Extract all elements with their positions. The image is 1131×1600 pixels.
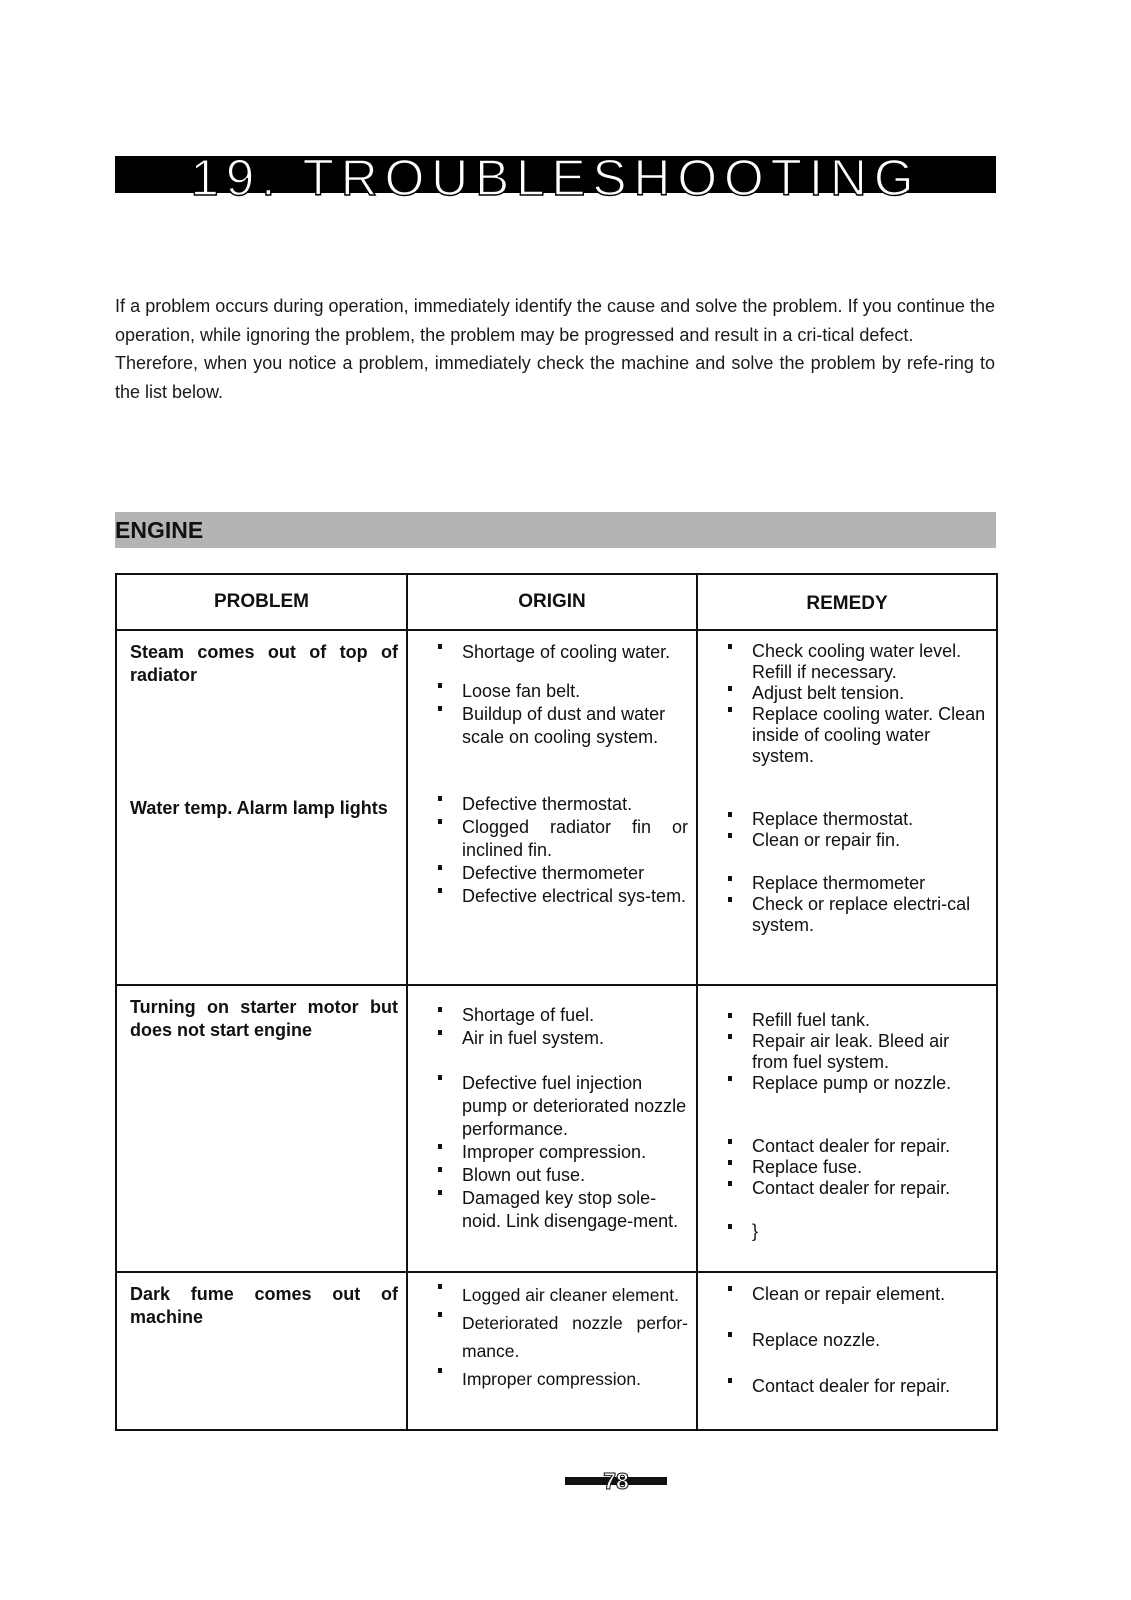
origin-cell	[407, 630, 697, 985]
list-item: Replace fuse.	[720, 1157, 988, 1178]
list-item: Replace nozzle.	[720, 1329, 988, 1352]
table-row	[116, 985, 997, 1272]
origin-cell	[407, 1272, 697, 1430]
list-item: Contact dealer for repair.	[720, 1136, 988, 1157]
origin-list	[408, 986, 696, 1233]
page-number-text: 78	[603, 1468, 629, 1494]
list-item: Defective thermostat.	[430, 793, 688, 816]
table-row	[116, 630, 997, 985]
list-item: Replace cooling water. Clean inside of cooling water system.	[720, 704, 988, 767]
intro-paragraph-2: Therefore, when you notice a problem, immediately check the machine and solve the problem by refe-ring to the list below.	[115, 353, 995, 402]
remedy-cell	[697, 985, 997, 1272]
list-item: Replace thermostat.	[720, 809, 988, 830]
intro-text	[115, 292, 995, 406]
header-origin: ORIGIN	[407, 574, 697, 630]
problem-text: Steam comes out of top of radiator	[130, 642, 398, 685]
list-item: Contact dealer for repair.	[720, 1178, 988, 1199]
list-item: Defective electrical sys-tem.	[430, 885, 688, 908]
list-item: Replace pump or nozzle.	[720, 1073, 988, 1094]
origin-list	[408, 631, 696, 908]
list-item: Clean or repair element.	[720, 1283, 988, 1306]
list-item: Improper compression.	[430, 1365, 688, 1393]
section-heading: ENGINE	[115, 517, 204, 543]
problem-text: Dark fume comes out of machine	[130, 1283, 398, 1327]
page-title: 19. TROUBLESHOOTING	[190, 149, 921, 206]
list-item: Clogged radiator fin or inclined fin.	[430, 816, 688, 862]
list-item: Air in fuel system.	[430, 1027, 688, 1050]
list-item: Shortage of fuel.	[430, 1004, 688, 1027]
list-item: Refill fuel tank.	[720, 1010, 988, 1031]
problem-cell	[116, 1272, 407, 1430]
problem-cell	[116, 985, 407, 1272]
list-item: Buildup of dust and water scale on cooling system.	[430, 703, 688, 749]
list-item: Improper compression.	[430, 1141, 688, 1164]
remedy-cell	[697, 630, 997, 985]
list-item: Check or replace electri-cal system.	[720, 894, 988, 936]
table-row	[116, 1272, 997, 1430]
remedy-list	[698, 1273, 996, 1398]
troubleshooting-table	[115, 573, 998, 1431]
remedy-list	[698, 631, 996, 936]
list-item: Logged air cleaner element.	[430, 1281, 688, 1309]
origin-list	[408, 1273, 696, 1393]
list-item: Defective fuel injection pump or deteriorated nozzle performance.	[430, 1072, 688, 1141]
problem-text: Water temp. Alarm lamp lights	[130, 798, 388, 818]
origin-cell	[407, 985, 697, 1272]
remedy-list	[698, 986, 996, 1242]
page-number	[565, 1468, 667, 1494]
list-item: Deteriorated nozzle perfor-mance.	[430, 1309, 688, 1365]
header-remedy: REMEDY	[697, 574, 997, 630]
remedy-cell	[697, 1272, 997, 1430]
list-item: Defective thermometer	[430, 862, 688, 885]
list-item: Repair air leak. Bleed air from fuel system.	[720, 1031, 988, 1073]
list-item: Clean or repair fin.	[720, 830, 988, 851]
section-bar	[115, 512, 996, 548]
list-item: Shortage of cooling water.	[430, 641, 688, 664]
list-item: Contact dealer for repair.	[720, 1375, 988, 1398]
intro-paragraph-1: If a problem occurs during operation, immediately identify the cause and solve the problem. If you continue the operation, while ignoring the problem, the problem may be progressed and result in a cri-tical defect.	[115, 296, 995, 345]
problem-cell	[116, 630, 407, 985]
list-item: Replace thermometer	[720, 873, 988, 894]
list-item: Check cooling water level. Refill if necessary.	[720, 641, 988, 683]
table-header-row	[116, 574, 997, 630]
list-item: Loose fan belt.	[430, 680, 688, 703]
list-item: Adjust belt tension.	[720, 683, 988, 704]
header-problem: PROBLEM	[116, 574, 407, 630]
list-item: Damaged key stop sole-noid. Link disengage-ment.	[430, 1187, 688, 1233]
problem-text: Turning on starter motor but does not start engine	[130, 996, 398, 1040]
list-item: }	[720, 1221, 988, 1242]
list-item: Blown out fuse.	[430, 1164, 688, 1187]
